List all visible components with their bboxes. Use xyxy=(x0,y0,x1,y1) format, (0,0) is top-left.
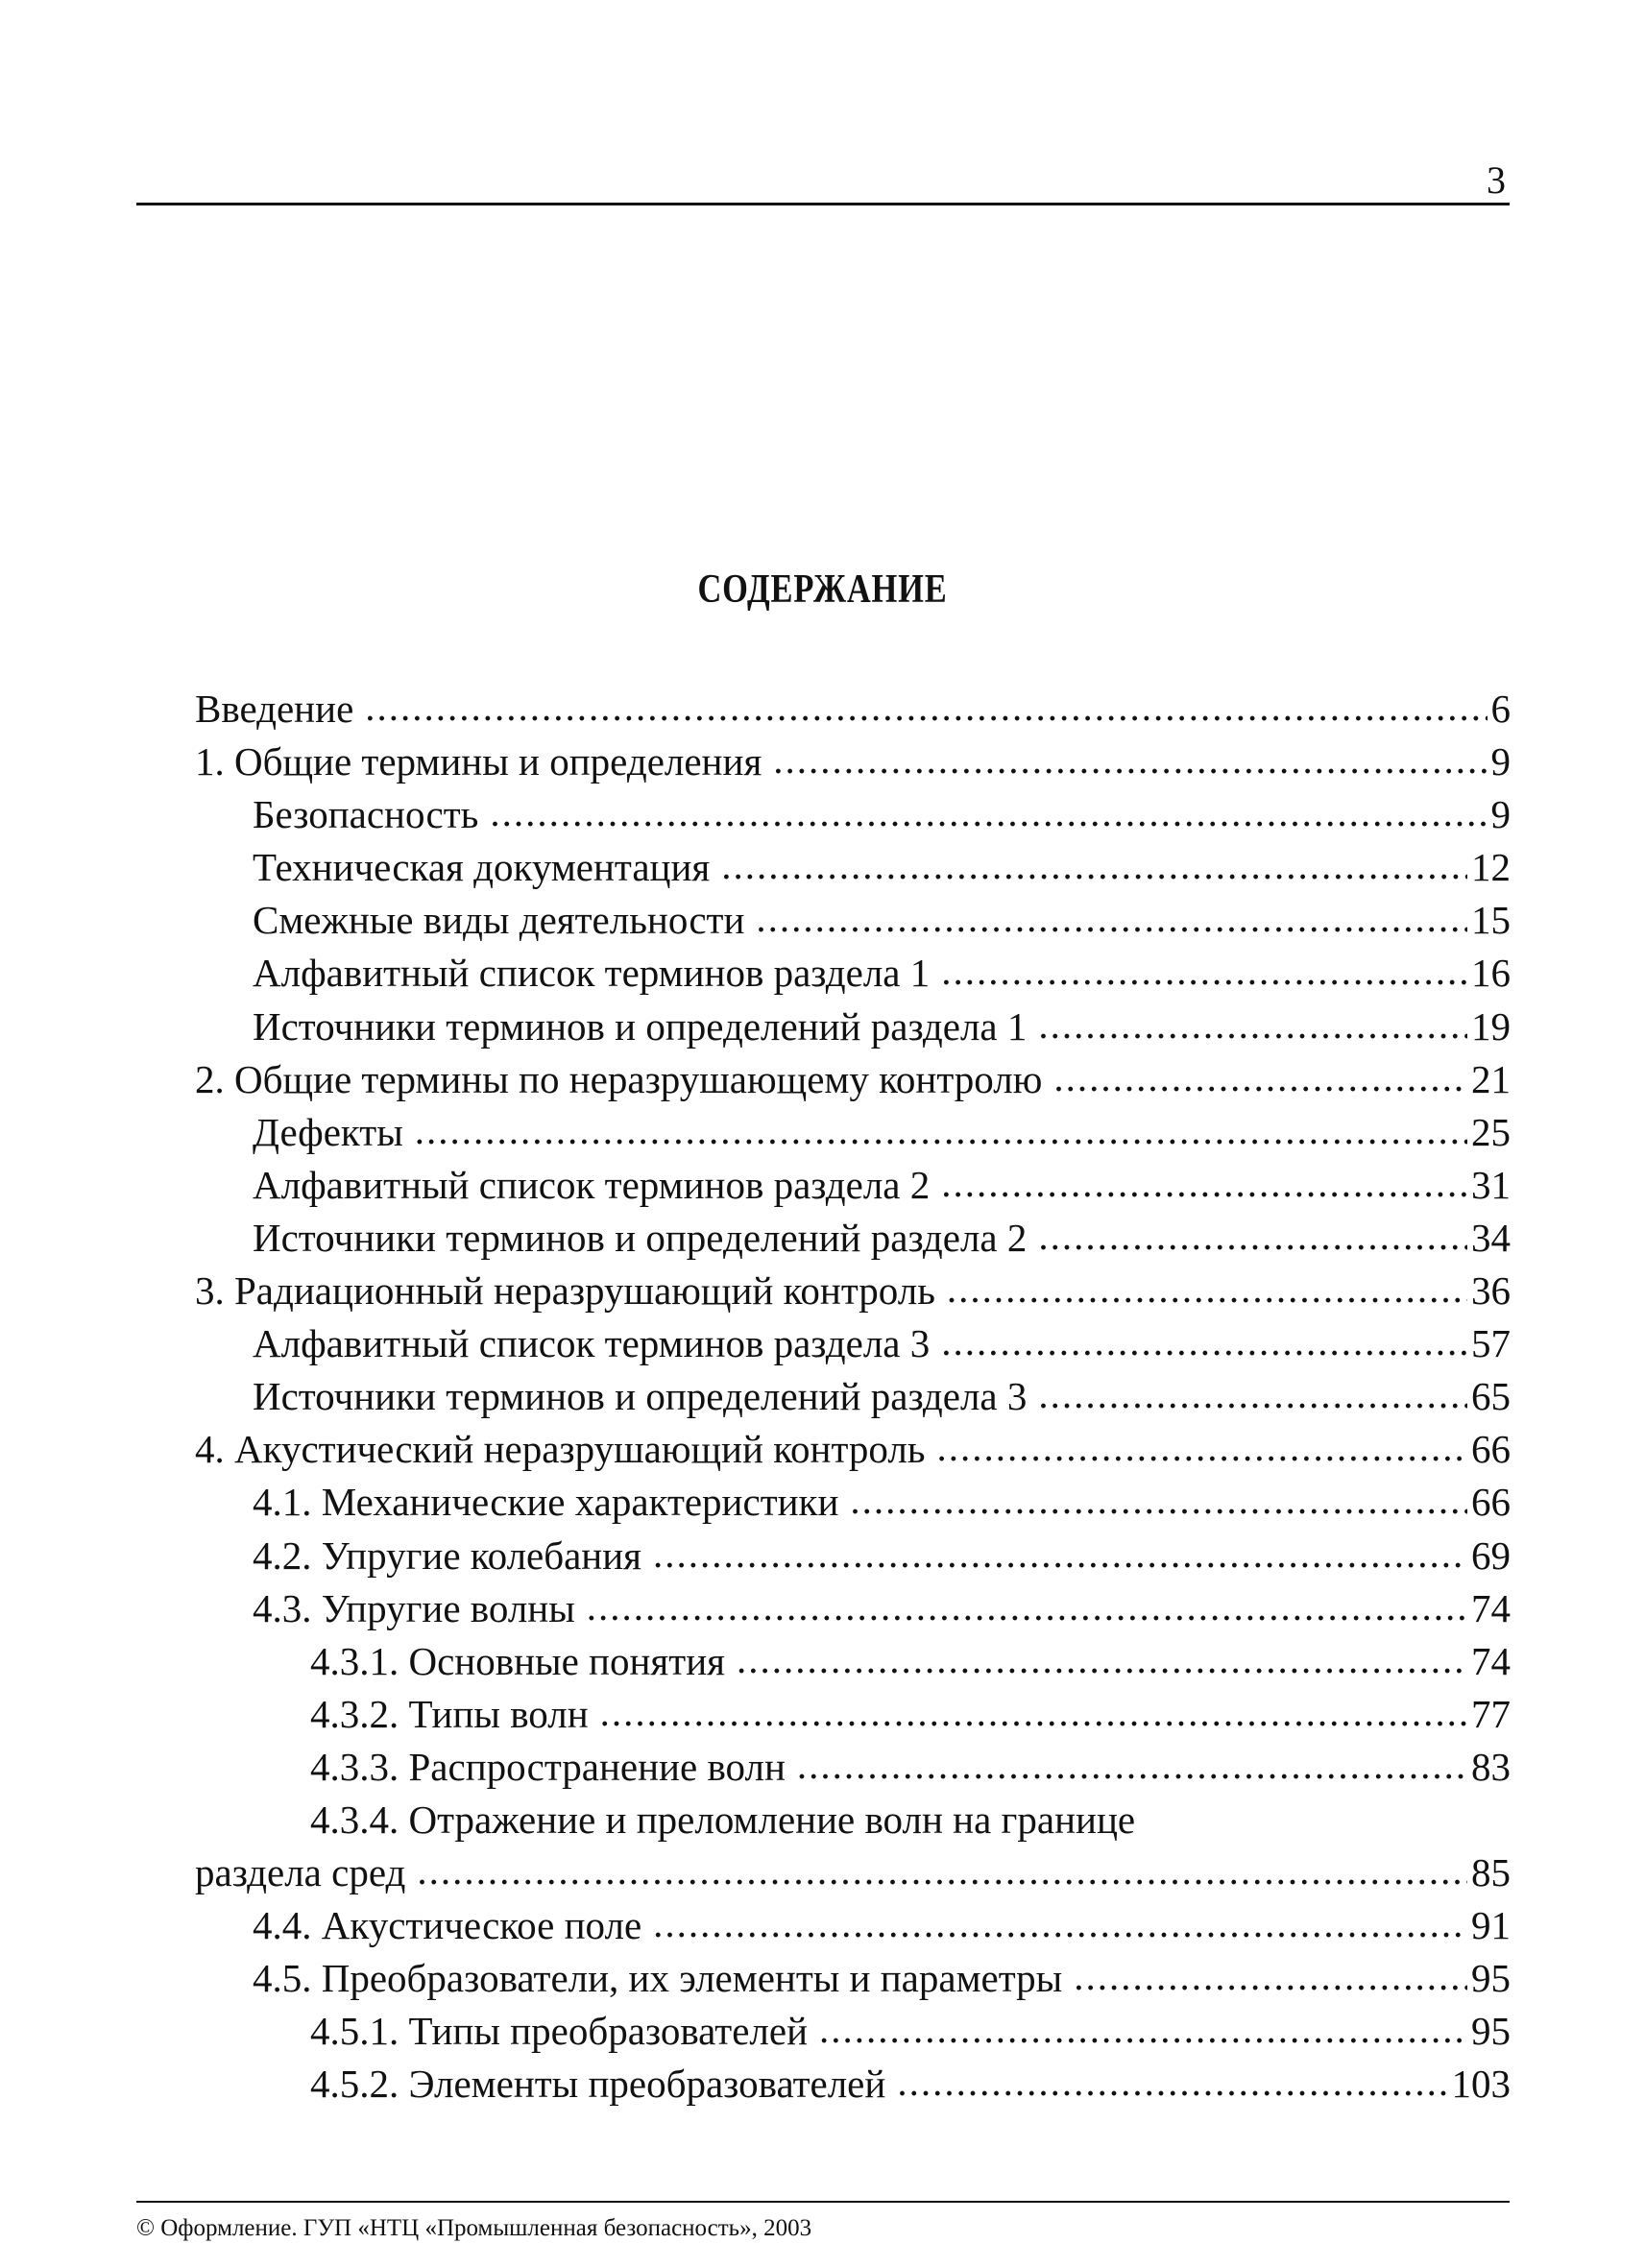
toc-entry xyxy=(195,1794,1511,1846)
toc-entry xyxy=(195,1688,1511,1741)
toc-entry xyxy=(195,683,1511,736)
toc-entry-label: 4.3.4. Отражение и преломление волн на границе xyxy=(310,1797,1136,1842)
toc-entry-page: 66 xyxy=(1471,1480,1511,1525)
toc-entry-page: 19 xyxy=(1471,1003,1511,1049)
toc-entry-label: 4.1. Механические характеристики xyxy=(253,1480,839,1525)
toc-entry-label: Алфавитный список терминов раздела 3 xyxy=(253,1321,931,1366)
toc-entry xyxy=(195,947,1511,1000)
toc-dot-leader xyxy=(417,1845,1467,1897)
page-title: СОДЕРЖАНИЕ xyxy=(697,567,948,612)
toc-dot-leader xyxy=(850,1474,1467,1527)
toc-entry-page: 91 xyxy=(1471,1903,1511,1948)
toc-entry xyxy=(195,1001,1511,1053)
toc-entry-label: Алфавитный список терминов раздела 2 xyxy=(253,1162,931,1207)
toc-dot-leader xyxy=(947,1263,1467,1315)
toc-entry-page: 16 xyxy=(1471,951,1511,996)
toc-entry-label: Смежные виды деятельности xyxy=(253,898,745,943)
toc-entry xyxy=(195,2058,1511,2111)
toc-entry-label: 4. Акустический неразрушающий контроль xyxy=(195,1427,926,1472)
toc-dot-leader xyxy=(941,1157,1467,1210)
toc-entry xyxy=(195,1899,1511,1952)
toc-entry-label: 4.5. Преобразователи, их элементы и параметры xyxy=(253,1956,1063,2001)
toc-entry-label: Алфавитный список терминов раздела 1 xyxy=(253,951,931,996)
footer-rule xyxy=(136,2201,1510,2203)
toc-entry-page: 57 xyxy=(1471,1321,1511,1366)
toc-dot-leader xyxy=(490,786,1487,839)
toc-entry-page: 85 xyxy=(1471,1850,1511,1895)
toc-entry xyxy=(195,1476,1511,1529)
table-of-contents xyxy=(195,683,1511,2111)
toc-entry-page: 74 xyxy=(1471,1638,1511,1683)
toc-entry-label: 4.3.3. Распространение волн xyxy=(310,1744,786,1789)
toc-entry-page: 66 xyxy=(1471,1427,1511,1472)
toc-entry xyxy=(195,1265,1511,1317)
toc-entry xyxy=(195,1317,1511,1370)
toc-dot-leader xyxy=(773,734,1487,786)
toc-entry-page: 9 xyxy=(1490,792,1511,837)
toc-entry-label: 3. Радиационный неразрушающий контроль xyxy=(195,1268,935,1314)
copyright-footer: © Оформление. ГУП «НТЦ «Промышленная безопасность», 2003 xyxy=(136,2215,812,2241)
toc-entry xyxy=(195,2005,1511,2058)
toc-dot-leader xyxy=(600,1686,1467,1739)
toc-entry xyxy=(195,841,1511,894)
toc-entry-page: 6 xyxy=(1490,687,1511,731)
toc-entry-page: 74 xyxy=(1471,1585,1511,1630)
toc-entry-page: 15 xyxy=(1471,898,1511,943)
toc-entry xyxy=(195,736,1511,788)
toc-entry-label: 4.5.1. Типы преобразователей xyxy=(310,2009,809,2054)
toc-entry-page: 95 xyxy=(1471,1956,1511,2001)
toc-entry xyxy=(195,1423,1511,1476)
toc-entry-label: Источники терминов и определений раздела 1 xyxy=(253,1003,1028,1049)
toc-entry-label: 4.3. Упругие волны xyxy=(253,1585,575,1630)
toc-entry-label: 2. Общие термины по неразрушающему контролю xyxy=(195,1056,1043,1101)
toc-entry-page: 103 xyxy=(1451,2062,1511,2107)
toc-entry-label: Дефекты xyxy=(253,1109,403,1154)
toc-entry-page: 83 xyxy=(1471,1744,1511,1789)
toc-entry-page: 69 xyxy=(1471,1532,1511,1578)
toc-dot-leader xyxy=(653,1528,1467,1580)
toc-entry-label: Источники терминов и определений раздела 3 xyxy=(253,1374,1028,1419)
toc-entry-page: 12 xyxy=(1471,845,1511,890)
toc-entry-page: 25 xyxy=(1471,1109,1511,1154)
header-rule xyxy=(136,203,1510,205)
toc-dot-leader xyxy=(1038,999,1467,1051)
toc-dot-leader xyxy=(941,1315,1467,1368)
toc-entry xyxy=(195,788,1511,841)
toc-entry-label: Введение xyxy=(195,687,354,731)
toc-entry-label: 4.5.2. Элементы преобразователей xyxy=(310,2062,886,2107)
toc-dot-leader xyxy=(756,892,1467,945)
toc-entry-page: 9 xyxy=(1490,739,1511,784)
toc-dot-leader xyxy=(797,1739,1467,1792)
toc-dot-leader xyxy=(1038,1368,1467,1421)
toc-entry xyxy=(195,1582,1511,1635)
toc-entry xyxy=(195,1212,1511,1265)
toc-entry xyxy=(195,1952,1511,2005)
toc-entry-label: 4.4. Акустическое поле xyxy=(253,1903,642,1948)
toc-entry xyxy=(195,1846,1511,1899)
toc-entry-page: 65 xyxy=(1471,1374,1511,1419)
toc-entry-page: 31 xyxy=(1471,1162,1511,1207)
toc-entry-label: 1. Общие термины и определения xyxy=(195,739,762,784)
toc-entry-label: Безопасность xyxy=(253,792,479,837)
toc-dot-leader xyxy=(415,1104,1467,1157)
toc-entry xyxy=(195,894,1511,947)
toc-entry-page: 95 xyxy=(1471,2009,1511,2054)
toc-entry xyxy=(195,1053,1511,1106)
toc-dot-leader xyxy=(653,1897,1467,1950)
toc-entry-label: 4.3.2. Типы волн xyxy=(310,1691,589,1736)
toc-entry xyxy=(195,1106,1511,1159)
toc-entry-page: 21 xyxy=(1471,1056,1511,1101)
toc-entry xyxy=(195,1370,1511,1423)
toc-dot-leader xyxy=(587,1580,1467,1633)
toc-entry-label: 4.2. Упругие колебания xyxy=(253,1532,642,1578)
toc-dot-leader xyxy=(897,2056,1447,2109)
toc-entry-label: раздела сред xyxy=(195,1850,406,1895)
toc-entry xyxy=(195,1741,1511,1794)
toc-dot-leader xyxy=(941,945,1467,998)
toc-entry-label: 4.3.1. Основные понятия xyxy=(310,1638,726,1683)
toc-dot-leader xyxy=(365,681,1487,734)
toc-dot-leader xyxy=(819,2003,1467,2056)
toc-dot-leader xyxy=(721,839,1467,892)
toc-entry xyxy=(195,1530,1511,1582)
toc-entry-page: 77 xyxy=(1471,1691,1511,1736)
toc-entry-page: 34 xyxy=(1471,1215,1511,1260)
toc-entry xyxy=(195,1159,1511,1212)
toc-dot-leader xyxy=(937,1421,1467,1474)
toc-dot-leader xyxy=(1038,1210,1467,1263)
toc-dot-leader xyxy=(737,1633,1467,1686)
toc-entry-page: 36 xyxy=(1471,1268,1511,1314)
page-number: 3 xyxy=(1487,158,1506,202)
toc-entry-label: Техническая документация xyxy=(253,845,711,890)
toc-entry-label: Источники терминов и определений раздела 2 xyxy=(253,1215,1028,1260)
toc-entry xyxy=(195,1635,1511,1688)
toc-dot-leader xyxy=(1053,1051,1467,1104)
toc-dot-leader xyxy=(1074,1950,1467,2003)
